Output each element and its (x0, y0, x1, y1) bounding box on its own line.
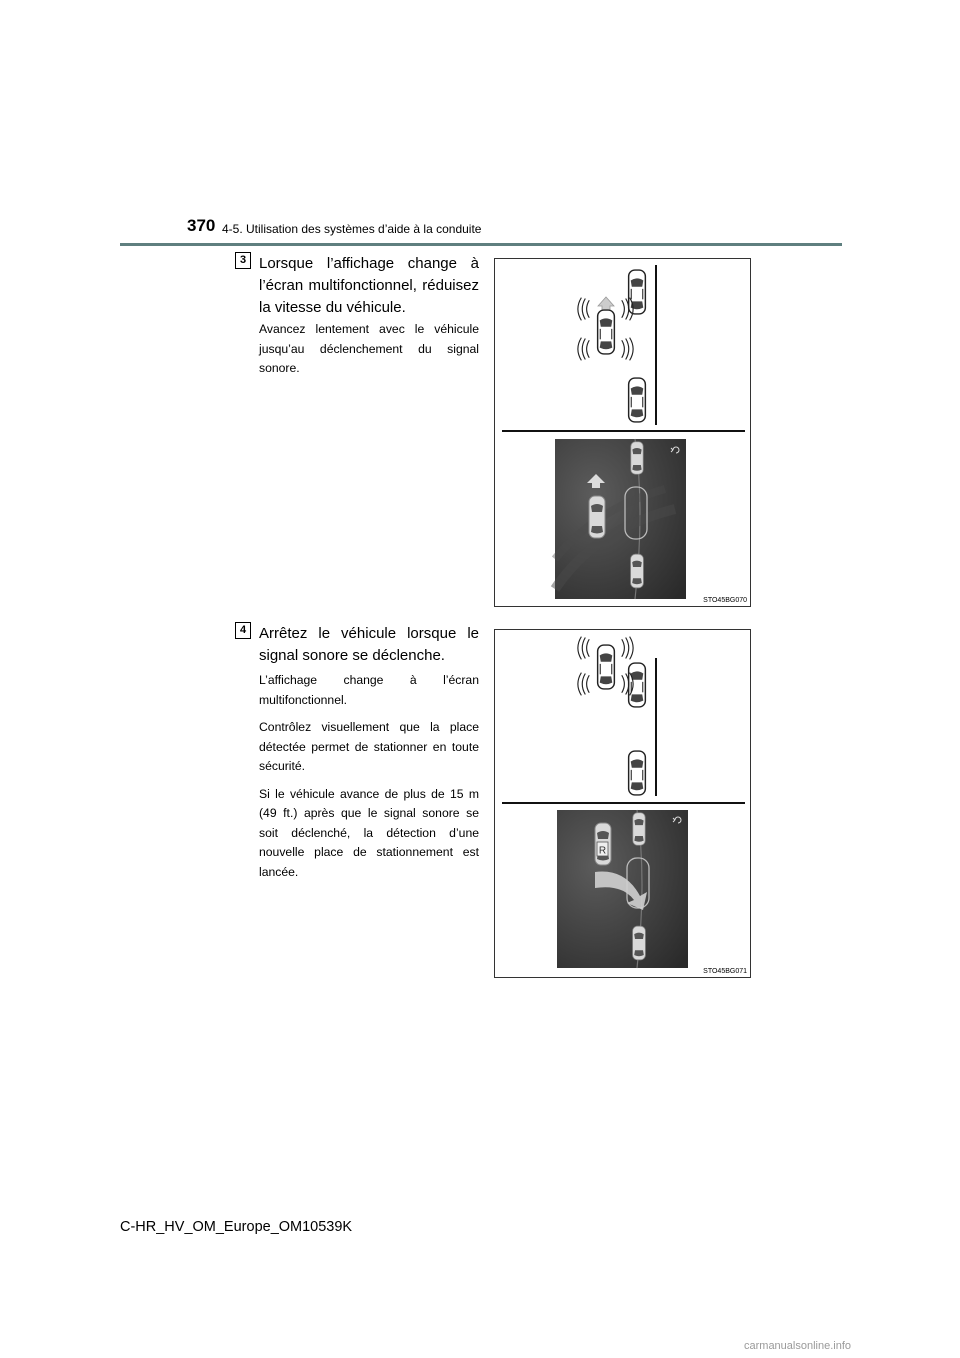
multi-information-display (555, 439, 686, 599)
watermark: carmanualsonline.info (744, 1340, 852, 1352)
figure-step-4 (494, 629, 751, 978)
own-vehicle-icon (598, 310, 615, 354)
parking-stop-illustration (495, 630, 750, 977)
parked-car-icon (629, 270, 646, 314)
step-3-text (259, 320, 479, 387)
step-4-heading: Arrêtez le véhicule lorsque le signal sonore se déclenche. (259, 625, 479, 664)
header-rule (120, 243, 842, 246)
section-title: 4-5. Utilisation des systèmes d’aide à la conduite (222, 222, 482, 236)
page-number: 370 (187, 216, 216, 235)
step-4-paragraph: L’affichage change à l’écran multifonctionnel. (259, 673, 479, 707)
sonar-wave-icon (578, 298, 589, 321)
step-4-paragraph: Si le véhicule avance de plus de 15 m (49 ft.) après que le signal sonore se soit déclenché, la détection d’une nouvelle place de stationnement est lancée. (259, 786, 479, 879)
parking-approach-illustration (495, 259, 750, 606)
own-vehicle-icon (589, 496, 605, 538)
step-4-paragraph: Contrôlez visuellement que la place détectée permet de stationner en toute sécurité. (259, 720, 479, 773)
reverse-indicator: R (598, 845, 607, 857)
sonar-wave-icon (578, 673, 589, 696)
step-3-badge: 3 (235, 252, 251, 269)
step-3-heading: Lorsque l’affichage change à l’écran multifonctionnel, réduisez la vitesse du véhicule. (259, 255, 479, 316)
sonar-wave-icon (578, 637, 589, 660)
own-vehicle-icon (598, 645, 615, 689)
figure-code: STO45BG070 (703, 597, 747, 604)
parked-car-icon (629, 751, 646, 795)
figure-step-3 (494, 258, 751, 607)
step-4-text (259, 671, 479, 890)
parked-car-icon (629, 663, 646, 707)
sonar-wave-icon (578, 338, 589, 361)
parked-car-icon (629, 378, 646, 422)
document-code: C-HR_HV_OM_Europe_OM10539K (120, 1219, 353, 1235)
sonar-wave-icon (622, 338, 633, 361)
figure-code: STO45BG071 (703, 968, 747, 975)
step-4-badge: 4 (235, 622, 251, 639)
step-3-paragraph: Avancez lentement avec le véhicule jusqu’au déclenchement du signal sonore. (259, 322, 479, 375)
sonar-wave-icon (622, 637, 633, 660)
